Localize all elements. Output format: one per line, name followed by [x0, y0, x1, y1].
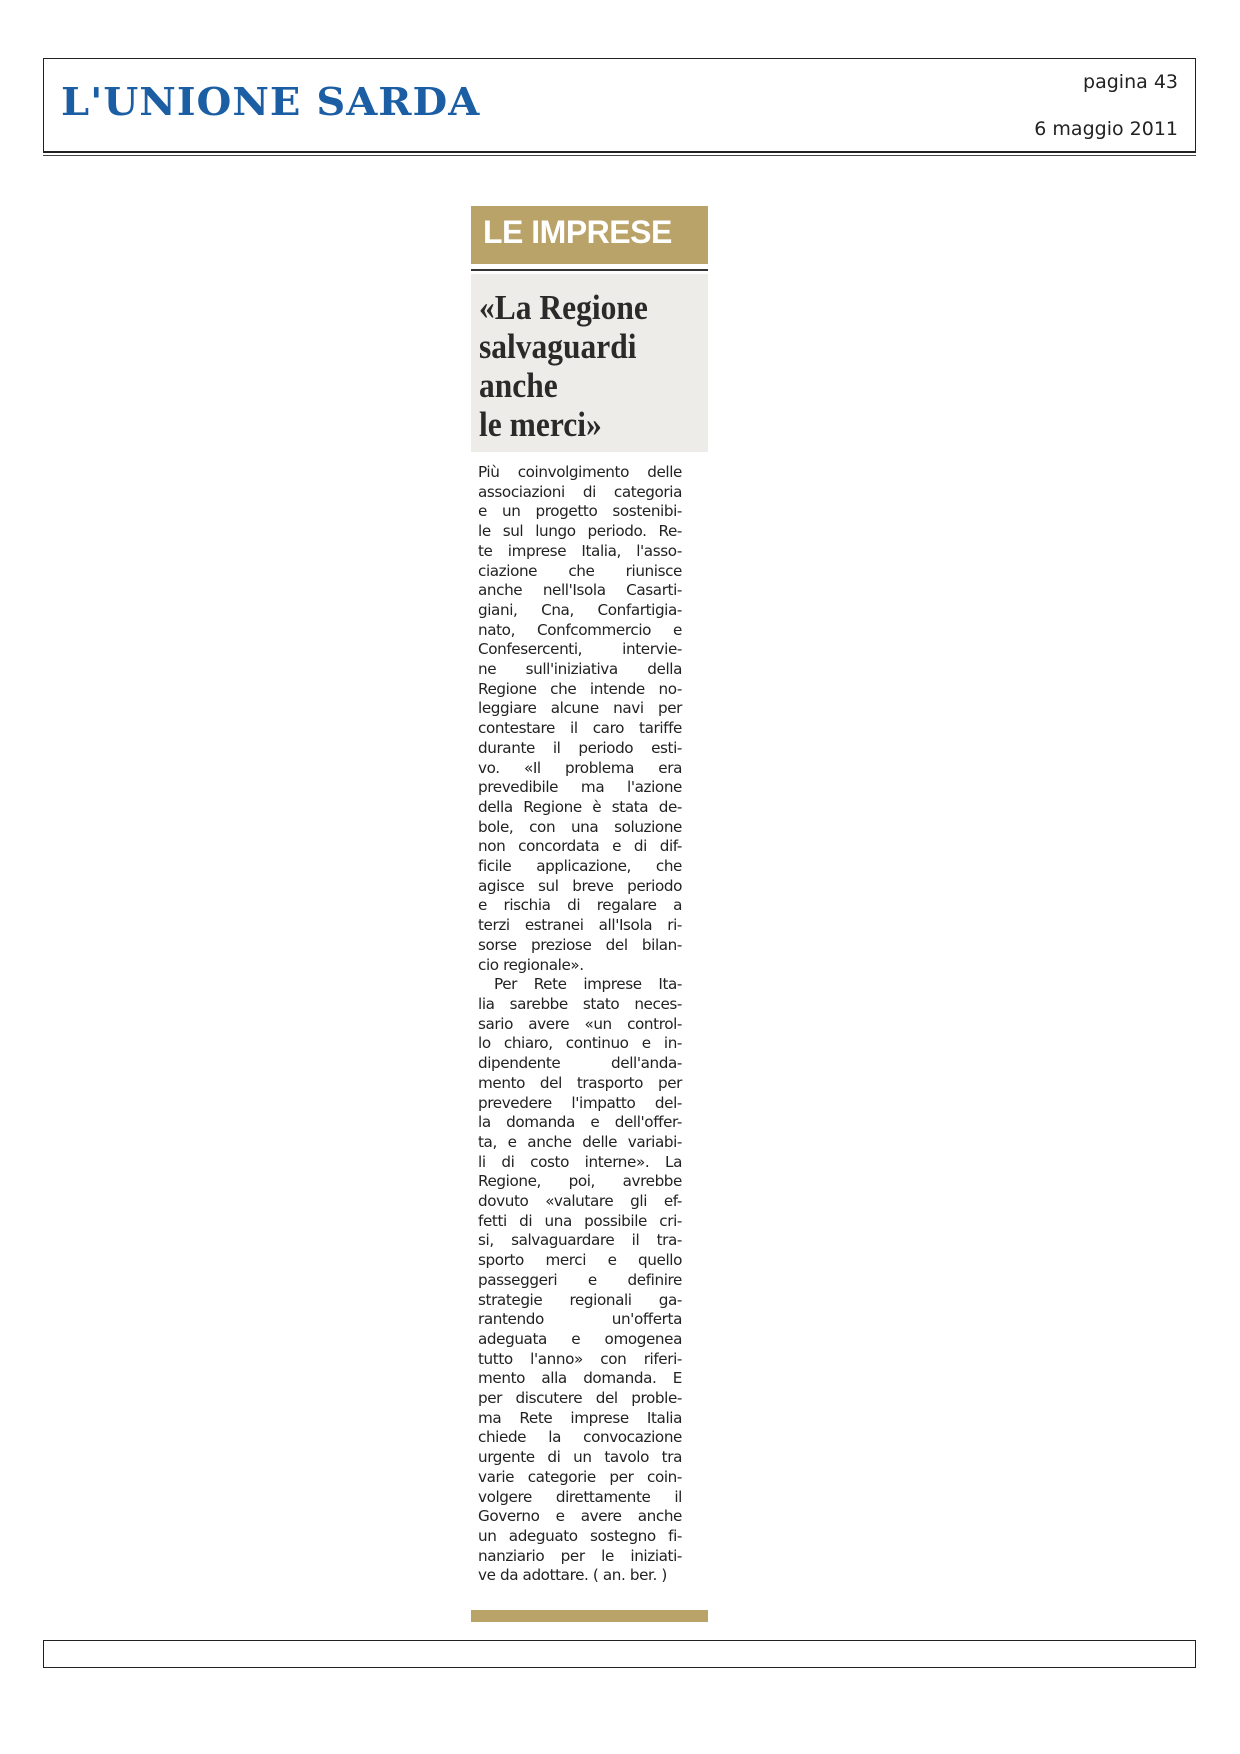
header-divider-thin: [43, 155, 1196, 156]
article-body-line: per discutere del proble-: [478, 1389, 682, 1408]
article-body-line: dipendente dell'anda-: [478, 1054, 682, 1073]
article-body-line: prevedere l'impatto del-: [478, 1093, 682, 1112]
article-body-line: urgente di un tavolo tra: [478, 1448, 682, 1467]
article-body-line: strategie regionali ga-: [478, 1290, 682, 1309]
article-body-line: leggiare alcune navi per: [478, 699, 682, 718]
article-body-line: durante il periodo esti-: [478, 738, 682, 757]
newspaper-masthead: L'UNIONE SARDA: [61, 80, 481, 125]
article-body-line: giani, Cna, Confartigia-: [478, 600, 682, 619]
article-body-line: ve da adottare. ( an. ber. ): [478, 1566, 667, 1585]
page-number: pagina 43: [1083, 71, 1178, 93]
article-body-line: tutto l'anno» con riferi-: [478, 1349, 682, 1368]
article-body-line: prevedibile ma l'azione: [478, 778, 682, 797]
headline-box: [471, 274, 708, 452]
article-body-line: Regione che intende no-: [478, 679, 682, 698]
article-body-line: Regione, poi, avrebbe: [478, 1172, 682, 1191]
article-body-line: Per Rete imprese Ita-: [494, 975, 682, 994]
article-body-line: chiede la convocazione: [478, 1428, 682, 1447]
article-body-line: varie categorie per coin-: [478, 1467, 682, 1486]
article-body-line: nanziario per le iniziati-: [478, 1546, 682, 1565]
article-body-line: associazioni di categoria: [478, 482, 682, 501]
article-body-line: e un progetto sostenibi-: [478, 502, 682, 521]
article-body-line: nato, Confcommercio e: [478, 620, 682, 639]
article-body-line: sporto merci e quello: [478, 1251, 682, 1270]
article-body-line: li di costo interne». La: [478, 1152, 682, 1171]
article-body-line: volgere direttamente il: [478, 1487, 682, 1506]
article-body-line: sorse preziose del bilan-: [478, 935, 682, 954]
footer-frame: [43, 1640, 1196, 1668]
article-body-line: lia sarebbe stato neces-: [478, 994, 682, 1013]
article-body-line: lo chiaro, continuo e in-: [478, 1034, 682, 1053]
article-body-line: un adeguato sostegno fi-: [478, 1526, 682, 1545]
article-body-line: della Regione è stata de-: [478, 797, 682, 816]
article-end-bar: [471, 1610, 708, 1622]
article-body-line: adeguata e omogenea: [478, 1329, 682, 1348]
article-body-line: Governo e avere anche: [478, 1507, 682, 1526]
article-body-line: bole, con una soluzione: [478, 817, 682, 836]
publication-date: 6 maggio 2011: [1034, 118, 1178, 140]
article-body-line: passeggeri e definire: [478, 1270, 682, 1289]
article-body-line: ta, e anche delle variabi-: [478, 1132, 682, 1151]
article-headline: «La Regione salvaguardi anche le merci»: [479, 288, 648, 444]
article-body-line: mento alla domanda. E: [478, 1369, 682, 1388]
article-body-line: vo. «Il problema era: [478, 758, 682, 777]
article-body-line: cio regionale».: [478, 955, 584, 974]
header-divider: [43, 151, 1196, 153]
section-banner: [471, 206, 708, 264]
article-body-line: ficile applicazione, che: [478, 857, 682, 876]
article-body-line: contestare il caro tariffe: [478, 719, 682, 738]
section-rule: [471, 269, 708, 271]
article-body-line: terzi estranei all'Isola ri-: [478, 916, 682, 935]
section-title: LE IMPRESE: [483, 214, 672, 250]
article-body-line: le sul lungo periodo. Re-: [478, 522, 682, 541]
article-body-line: ne sull'iniziativa della: [478, 660, 682, 679]
article-body-line: Confesercenti, intervie-: [478, 640, 682, 659]
article-body-line: ciazione che riunisce: [478, 561, 682, 580]
article-body-line: agisce sul breve periodo: [478, 876, 682, 895]
article-body-line: la domanda e dell'offer-: [478, 1113, 682, 1132]
article-body-line: dovuto «valutare gli ef-: [478, 1192, 682, 1211]
article-body-line: Più coinvolgimento delle: [478, 463, 682, 481]
article-body: [478, 463, 682, 1586]
article-body-line: fetti di una possibile cri-: [478, 1211, 682, 1230]
article-body-line: te imprese Italia, l'asso-: [478, 541, 682, 560]
article-body-line: non concordata e di dif-: [478, 837, 682, 856]
article-body-line: si, salvaguardare il tra-: [478, 1231, 682, 1250]
article-body-line: ma Rete imprese Italia: [478, 1408, 682, 1427]
article-body-line: rantendo un'offerta: [478, 1310, 682, 1329]
article-body-line: mento del trasporto per: [478, 1073, 682, 1092]
article-body-line: e rischia di regalare a: [478, 896, 682, 915]
article-body-line: anche nell'Isola Casarti-: [478, 581, 682, 600]
article-body-line: sario avere «un control-: [478, 1014, 682, 1033]
